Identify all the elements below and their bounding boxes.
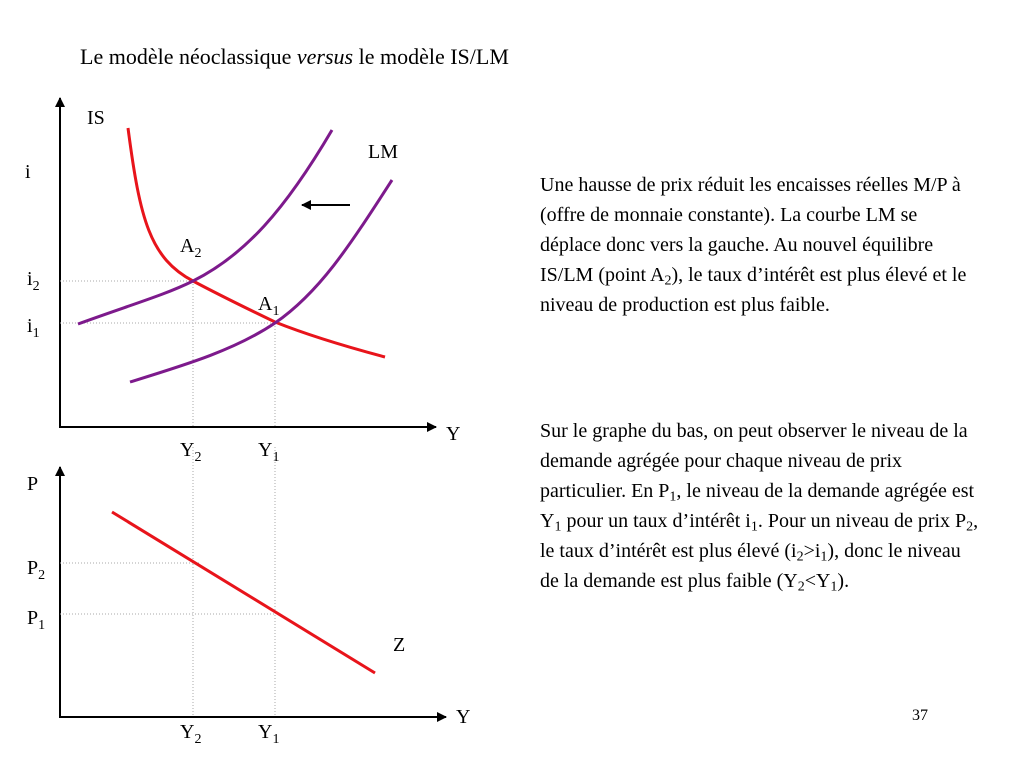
subscript: 1 (820, 549, 828, 565)
title-suffix: le modèle IS/LM (353, 44, 509, 69)
bottom-x-axis-label: Y (456, 706, 471, 728)
point-a2-label: $A_2$ (180, 235, 202, 261)
p2-label: $P_2$ (27, 557, 46, 583)
top-y-axis-label: i (25, 161, 31, 183)
text-run: . Pour un niveau de prix P (757, 510, 967, 532)
i2-label: $i_2$ (27, 268, 40, 294)
top-y2-label: $Y_2$ (180, 439, 202, 465)
p1-label: $P_1$ (27, 607, 46, 633)
subscript: 1 (669, 489, 677, 505)
is-curve-label: IS (87, 107, 105, 129)
aggregate-demand-curve (112, 512, 375, 673)
text-run: , le niveau de la demande agrégée est Y (540, 480, 975, 532)
top-x-axis-label: Y (446, 423, 461, 445)
subscript: 2 (797, 579, 805, 595)
text-run: >i (803, 540, 821, 562)
subscript: 2 (796, 549, 804, 565)
top-graph (25, 98, 460, 465)
text-run: pour un taux d’intérêt i (561, 510, 751, 532)
i1-label: $i_1$ (27, 315, 40, 341)
text-run: Une hausse de prix réduit les encaisses réelles M/P à (offre de monnaie constante). La courbe LM se déplace donc vers la gauche. Au nouvel équilibre IS/LM (point A (540, 174, 961, 286)
lm-curve (130, 180, 392, 382)
point-a1-label: $A_1$ (258, 293, 280, 319)
is-curve (128, 128, 385, 357)
text-run: Sur le graphe du bas, on peut observer le niveau de la demande agrégée pour chaque niveau de prix particulier. En P (540, 420, 968, 502)
subscript: 2 (664, 273, 672, 289)
text-run: <Y (804, 570, 831, 592)
explanation-paragraph-1 (540, 170, 980, 320)
subscript: 1 (750, 519, 758, 535)
page-number: 37 (912, 707, 928, 724)
lm-curve-shifted (78, 130, 332, 324)
bottom-y1-label: $Y_1$ (258, 721, 280, 747)
title-italic: versus (296, 44, 354, 69)
bottom-y2-label: $Y_2$ (180, 721, 202, 747)
explanation-paragraph-2 (540, 416, 980, 596)
bottom-y-axis-label: P (27, 473, 39, 495)
title-prefix: Le modèle néoclassique (80, 44, 297, 69)
text-run: , le taux d’intérêt est plus élevé (i (540, 510, 979, 562)
text-run: ), donc le niveau de la demande est plus faible (Y (540, 540, 961, 592)
bottom-graph (27, 447, 470, 747)
subscript: 2 (966, 519, 974, 535)
text-run: ), le taux d’intérêt est plus élevé et le niveau de production est plus faible. (540, 264, 967, 316)
lm-curve-label: LM (368, 141, 398, 163)
subscript: 1 (830, 579, 838, 595)
text-run: ). (837, 570, 850, 592)
subscript: 1 (554, 519, 562, 535)
ad-curve-label: Z (393, 634, 406, 656)
top-y1-label: $Y_1$ (258, 439, 280, 465)
